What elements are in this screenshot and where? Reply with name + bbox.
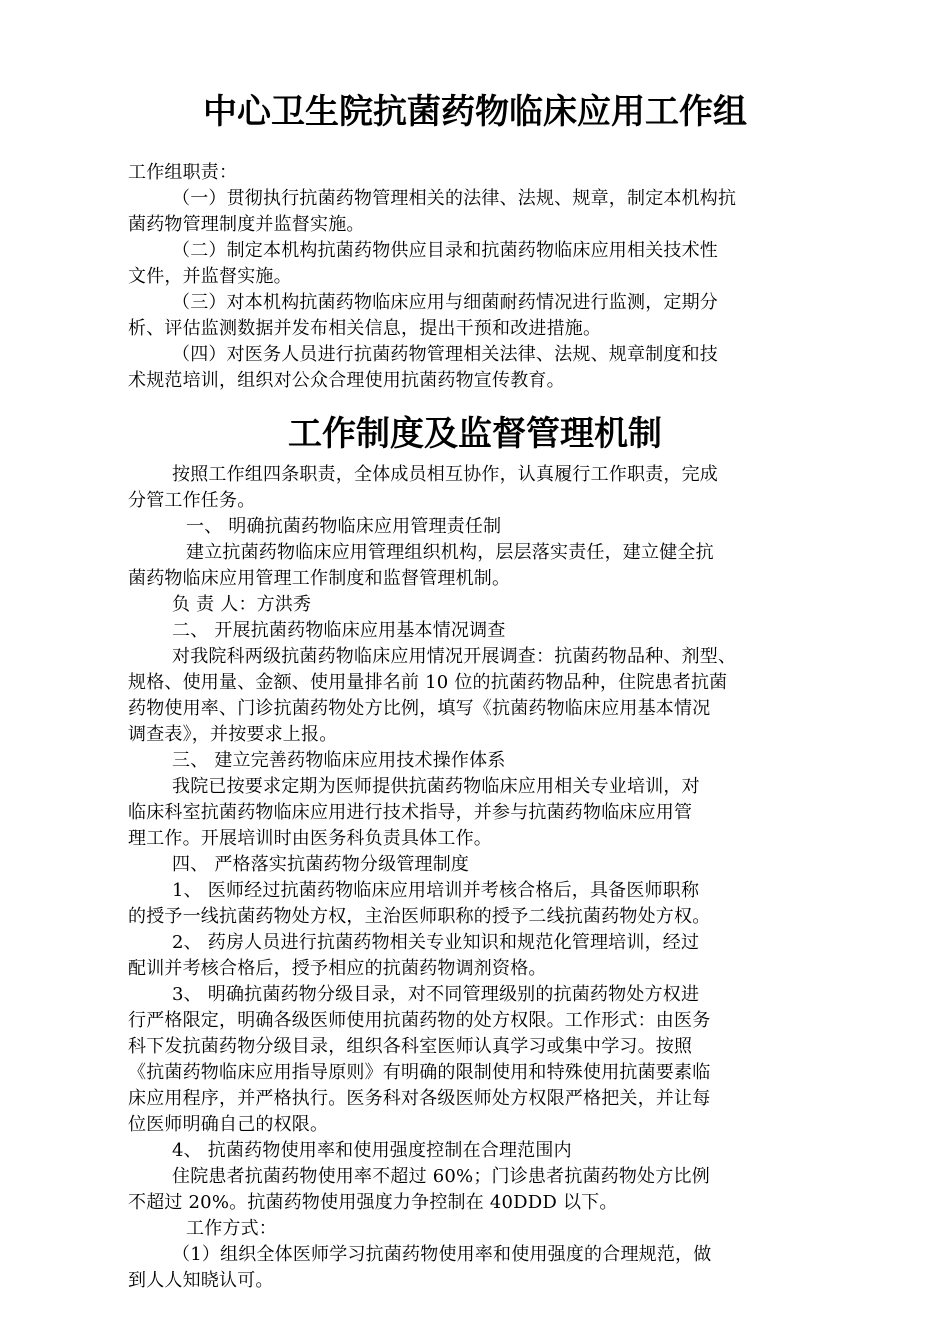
paragraph-line: 术规范培训，组织对公众合理使用抗菌药物宣传教育。 xyxy=(128,370,565,391)
paragraph-line: 到人人知晓认可。 xyxy=(128,1270,274,1291)
paragraph-line: 不超过 20%。抗菌药物使用强度力争控制在 40DDD 以下。 xyxy=(128,1192,618,1213)
paragraph-line: 菌药物临床应用管理工作制度和监督管理机制。 xyxy=(128,568,511,589)
paragraph-line: 《抗菌药物临床应用指导原则》有明确的限制使用和特殊使用抗菌要素临 xyxy=(128,1062,711,1083)
section-heading: 三、 建立完善药物临床应用技术操作体系 xyxy=(172,750,506,771)
paragraph-line: （三）对本机构抗菌药物临床应用与细菌耐药情况进行监测，定期分 xyxy=(172,292,718,313)
paragraph-line: 菌药物管理制度并监督实施。 xyxy=(128,214,365,235)
paragraph-line: 理工作。开展培训时由医务科负责具体工作。 xyxy=(128,828,492,849)
paragraph-line: （1）组织全体医师学习抗菌药物使用率和使用强度的合理规范，做 xyxy=(172,1244,712,1265)
section-heading: 四、 严格落实抗菌药物分级管理制度 xyxy=(172,854,470,875)
paragraph-line: 配训并考核合格后，授予相应的抗菌药物调剂资格。 xyxy=(128,958,547,979)
paragraph-line: 临床科室抗菌药物临床应用进行技术指导，并参与抗菌药物临床应用管 xyxy=(128,802,693,823)
section-heading: 一、 明确抗菌药物临床应用管理责任制 xyxy=(186,516,502,537)
responsible-person: 负 责 人：方洪秀 xyxy=(172,594,312,615)
paragraph-line: 按照工作组四条职责，全体成员相互协作，认真履行工作职责，完成 xyxy=(172,464,718,485)
paragraph-line: 1、 医师经过抗菌药物临床应用培训并考核合格后，具备医师职称 xyxy=(172,880,700,901)
section-heading: 二、 开展抗菌药物临床应用基本情况调查 xyxy=(172,620,506,641)
paragraph-line: 分管工作任务。 xyxy=(128,490,256,511)
paragraph-line: 对我院科两级抗菌药物临床应用情况开展调查：抗菌药物品种、剂型、 xyxy=(172,646,737,667)
paragraph-line: 我院已按要求定期为医师提供抗菌药物临床应用相关专业培训，对 xyxy=(172,776,700,797)
paragraph-line: 2、 药房人员进行抗菌药物相关专业知识和规范化管理培训，经过 xyxy=(172,932,700,953)
paragraph-line: 规格、使用量、金额、使用量排名前 10 位的抗菌药物品种，住院患者抗菌 xyxy=(128,672,728,693)
section-heading: 4、 抗菌药物使用率和使用强度控制在合理范围内 xyxy=(172,1140,572,1161)
paragraph-line: 行严格限定，明确各级医师使用抗菌药物的处方权限。工作形式：由医务 xyxy=(128,1010,711,1031)
paragraph-line: 住院患者抗菌药物使用率不超过 60%；门诊患者抗菌药物处方比例 xyxy=(172,1166,710,1187)
paragraph-line: 工作组职责： xyxy=(128,162,238,183)
paragraph-line: （一）贯彻执行抗菌药物管理相关的法律、法规、规章，制定本机构抗 xyxy=(172,188,737,209)
section-title: 工作制度及监督管理机制 xyxy=(288,414,662,454)
paragraph-line: 调查表》，并按要求上报。 xyxy=(128,724,338,745)
paragraph-line: （二）制定本机构抗菌药物供应目录和抗菌药物临床应用相关技术性 xyxy=(172,240,718,261)
paragraph-line: 建立抗菌药物临床应用管理组织机构，层层落实责任，建立健全抗 xyxy=(186,542,714,563)
paragraph-line: （四）对医务人员进行抗菌药物管理相关法律、法规、规章制度和技 xyxy=(172,344,718,365)
paragraph-line: 3、 明确抗菌药物分级目录，对不同管理级别的抗菌药物处方权进 xyxy=(172,984,700,1005)
paragraph-line: 工作方式： xyxy=(186,1218,277,1239)
paragraph-line: 床应用程序，并严格执行。医务科对各级医师处方权限严格把关，并让每 xyxy=(128,1088,711,1109)
paragraph-line: 文件，并监督实施。 xyxy=(128,266,292,287)
paragraph-line: 药物使用率、门诊抗菌药物处方比例，填写《抗菌药物临床应用基本情况 xyxy=(128,698,711,719)
paragraph-line: 科下发抗菌药物分级目录，组织各科室医师认真学习或集中学习。按照 xyxy=(128,1036,693,1057)
paragraph-line: 位医师明确自己的权限。 xyxy=(128,1114,329,1135)
paragraph-line: 析、评估监测数据并发布相关信息，提出干预和改进措施。 xyxy=(128,318,602,339)
document-title: 中心卫生院抗菌药物临床应用工作组 xyxy=(203,92,747,132)
paragraph-line: 的授予一线抗菌药物处方权，主治医师职称的授予二线抗菌药物处方权。 xyxy=(128,906,711,927)
